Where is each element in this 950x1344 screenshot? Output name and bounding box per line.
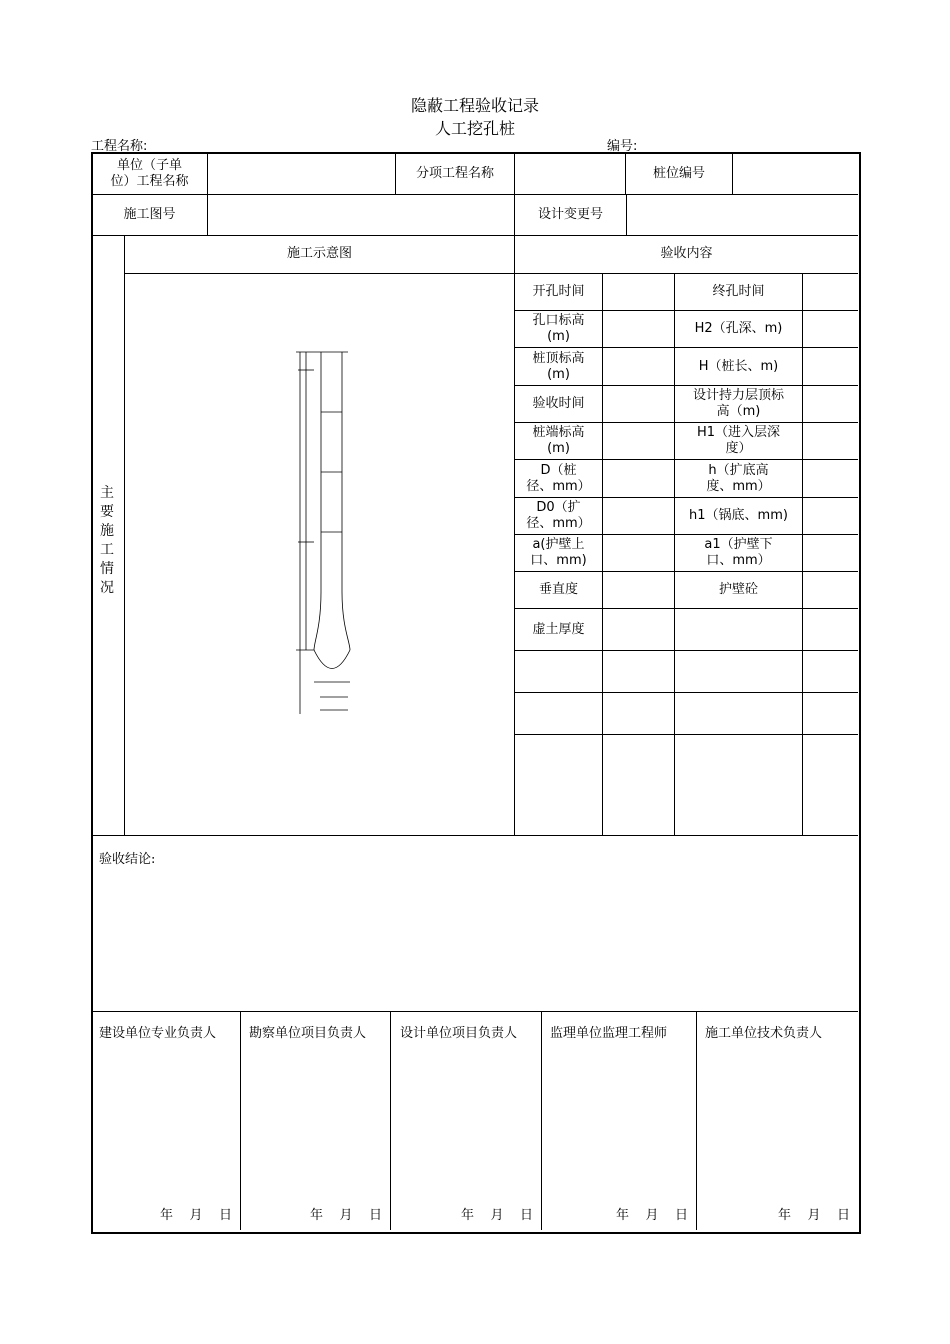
date-year: 年 bbox=[616, 1208, 630, 1223]
item-label-right-line2: 高（m) bbox=[716, 404, 761, 419]
design-change-number-field[interactable] bbox=[627, 194, 858, 235]
item-label-left-line2: 径、mm） bbox=[526, 478, 591, 494]
item-value-right[interactable] bbox=[803, 572, 858, 608]
item-label-left bbox=[515, 386, 602, 422]
item-label-right bbox=[675, 386, 802, 422]
date-month: 月 bbox=[189, 1208, 203, 1223]
date-day: 日 bbox=[836, 1208, 850, 1223]
date-day: 日 bbox=[674, 1208, 688, 1223]
col-divider bbox=[696, 1011, 697, 1230]
item-label-right-line1: H（桩长、m) bbox=[698, 358, 779, 374]
content-header: 验收内容 bbox=[660, 246, 713, 261]
date-day: 日 bbox=[218, 1208, 232, 1223]
item-label-right bbox=[675, 498, 802, 534]
item-label-left-line1: 开孔时间 bbox=[532, 284, 585, 299]
item-label-right-line1: H2（孔深、m) bbox=[694, 321, 783, 336]
item-label-left bbox=[515, 572, 602, 608]
project-name-label: 工程名称: bbox=[91, 139, 148, 154]
pile-diagram bbox=[290, 342, 360, 722]
item-label-right bbox=[675, 460, 802, 497]
design-signature-label: 设计单位项目负责人 bbox=[400, 1026, 518, 1041]
item-label-right bbox=[675, 572, 802, 608]
item-label-left-line2: (m) bbox=[547, 329, 570, 344]
item-label-left-line1: 桩端标高 bbox=[532, 425, 585, 440]
signature-date bbox=[616, 1204, 688, 1223]
item-label-right-line2: 口、mm） bbox=[706, 553, 771, 568]
item-value-left[interactable] bbox=[603, 423, 674, 459]
item-value-right[interactable] bbox=[803, 274, 858, 310]
row-divider bbox=[514, 650, 858, 651]
signature-date bbox=[160, 1204, 232, 1223]
signature-date bbox=[310, 1204, 382, 1223]
row-divider bbox=[514, 734, 858, 735]
bell-right bbox=[342, 592, 350, 650]
row-divider bbox=[92, 835, 858, 836]
item-value-right[interactable] bbox=[803, 311, 858, 347]
item-label-left bbox=[515, 423, 602, 459]
item-label-right bbox=[675, 423, 802, 459]
item-label-left bbox=[515, 498, 602, 534]
item-label-right-line1: a1（护壁下 bbox=[704, 537, 773, 552]
main-construction-label: 主 要 施 工 情 况 bbox=[100, 485, 114, 596]
pile-number-label: 桩位编号 bbox=[652, 165, 705, 181]
date-year: 年 bbox=[461, 1208, 475, 1223]
item-value-left[interactable] bbox=[603, 386, 674, 422]
item-label-left-line2: (m) bbox=[547, 441, 570, 456]
item-label-right-line2: 度） bbox=[725, 441, 752, 456]
item-label-left bbox=[515, 460, 602, 497]
item-value-right[interactable] bbox=[803, 535, 858, 571]
sub-project-name-field[interactable] bbox=[515, 153, 625, 194]
date-month: 月 bbox=[807, 1208, 821, 1223]
date-year: 年 bbox=[778, 1208, 792, 1223]
date-year: 年 bbox=[160, 1208, 174, 1223]
item-label-left-line1: 验收时间 bbox=[532, 396, 585, 411]
item-label-right bbox=[675, 348, 802, 385]
col-divider bbox=[390, 1011, 391, 1230]
date-year: 年 bbox=[310, 1208, 324, 1223]
drawing-number-field[interactable] bbox=[208, 194, 514, 235]
col-divider bbox=[541, 1011, 542, 1230]
item-label-right-line1: 设计持力层顶标 bbox=[692, 388, 784, 403]
item-label-left-line1: D0（扩 bbox=[536, 500, 581, 515]
unit-label-line2: 位）工程名称 bbox=[110, 173, 189, 189]
item-value-right[interactable] bbox=[803, 348, 858, 385]
item-label-left bbox=[515, 311, 602, 347]
item-label-right-line1: h（扩底高 bbox=[708, 462, 769, 478]
item-label-right bbox=[675, 609, 802, 650]
item-label-left bbox=[515, 535, 602, 571]
conclusion-label: 验收结论: bbox=[99, 852, 156, 867]
item-label-left-line1: 桩顶标高 bbox=[532, 350, 585, 366]
item-value-right[interactable] bbox=[803, 386, 858, 422]
unit-project-name-label bbox=[92, 153, 207, 194]
supervision-signature-label: 监理单位监理工程师 bbox=[550, 1026, 668, 1041]
item-label-left-line2: (m) bbox=[547, 366, 570, 382]
row-divider bbox=[514, 692, 858, 693]
item-label-right-line1: h1（锅底、mm) bbox=[689, 508, 788, 523]
item-value-left[interactable] bbox=[603, 535, 674, 571]
pile-number-field[interactable] bbox=[733, 153, 858, 194]
signature-date bbox=[778, 1204, 850, 1223]
item-value-left[interactable] bbox=[603, 274, 674, 310]
item-label-left-line1: 垂直度 bbox=[538, 582, 578, 597]
col-divider bbox=[124, 235, 125, 835]
conclusion-field[interactable] bbox=[92, 866, 858, 1010]
date-month: 月 bbox=[490, 1208, 504, 1223]
item-value-left[interactable] bbox=[603, 609, 674, 650]
drawing-number-label: 施工图号 bbox=[123, 206, 176, 222]
survey-signature-label: 勘察单位项目负责人 bbox=[249, 1026, 367, 1041]
item-value-left[interactable] bbox=[603, 572, 674, 608]
owner-signature-label: 建设单位专业负责人 bbox=[99, 1026, 217, 1041]
item-label-left-line1: 孔口标高 bbox=[532, 313, 585, 328]
item-value-left[interactable] bbox=[603, 498, 674, 534]
construction-signature-label: 施工单位技术负责人 bbox=[705, 1026, 823, 1041]
item-value-right[interactable] bbox=[803, 609, 858, 650]
item-value-right[interactable] bbox=[803, 460, 858, 497]
page-subtitle: 人工挖孔桩 bbox=[434, 119, 515, 138]
unit-project-name-field[interactable] bbox=[208, 153, 395, 194]
item-label-right-line2: 度、mm） bbox=[706, 478, 771, 494]
item-label-left-line2: 口、mm) bbox=[530, 553, 587, 568]
bell-bottom bbox=[314, 650, 350, 669]
item-label-left-line1: 虚土厚度 bbox=[532, 621, 585, 637]
diagram-header: 施工示意图 bbox=[286, 246, 352, 261]
item-label-right-line1: 护壁砼 bbox=[718, 582, 758, 597]
item-label-left bbox=[515, 609, 602, 650]
item-label-right bbox=[675, 274, 802, 310]
date-month: 月 bbox=[645, 1208, 659, 1223]
item-label-right-line1: 终孔时间 bbox=[712, 284, 765, 299]
item-label-left-line2: 径、mm） bbox=[526, 516, 591, 531]
date-day: 日 bbox=[519, 1208, 533, 1223]
page-title: 隐蔽工程验收记录 bbox=[410, 96, 539, 115]
item-label-right bbox=[675, 535, 802, 571]
row-divider bbox=[92, 1011, 858, 1012]
unit-label-line1: 单位（子单 bbox=[116, 157, 182, 173]
number-label: 编号: bbox=[607, 139, 638, 154]
sub-project-name-label: 分项工程名称 bbox=[415, 165, 494, 181]
design-change-number-label: 设计变更号 bbox=[537, 206, 603, 222]
item-value-left[interactable] bbox=[603, 460, 674, 497]
signature-date bbox=[461, 1204, 533, 1223]
item-label-right bbox=[675, 311, 802, 347]
bell-left bbox=[314, 592, 321, 650]
date-month: 月 bbox=[339, 1208, 353, 1223]
item-value-right[interactable] bbox=[803, 423, 858, 459]
item-label-left-line1: D（桩 bbox=[540, 462, 577, 478]
col-divider bbox=[240, 1011, 241, 1230]
item-label-right-line1: H1（进入层深 bbox=[696, 425, 781, 440]
date-day: 日 bbox=[368, 1208, 382, 1223]
item-value-left[interactable] bbox=[603, 348, 674, 385]
item-label-left bbox=[515, 274, 602, 310]
item-label-left-line1: a(护壁上 bbox=[532, 537, 585, 552]
item-value-right[interactable] bbox=[803, 498, 858, 534]
item-label-left bbox=[515, 348, 602, 385]
item-value-left[interactable] bbox=[603, 311, 674, 347]
